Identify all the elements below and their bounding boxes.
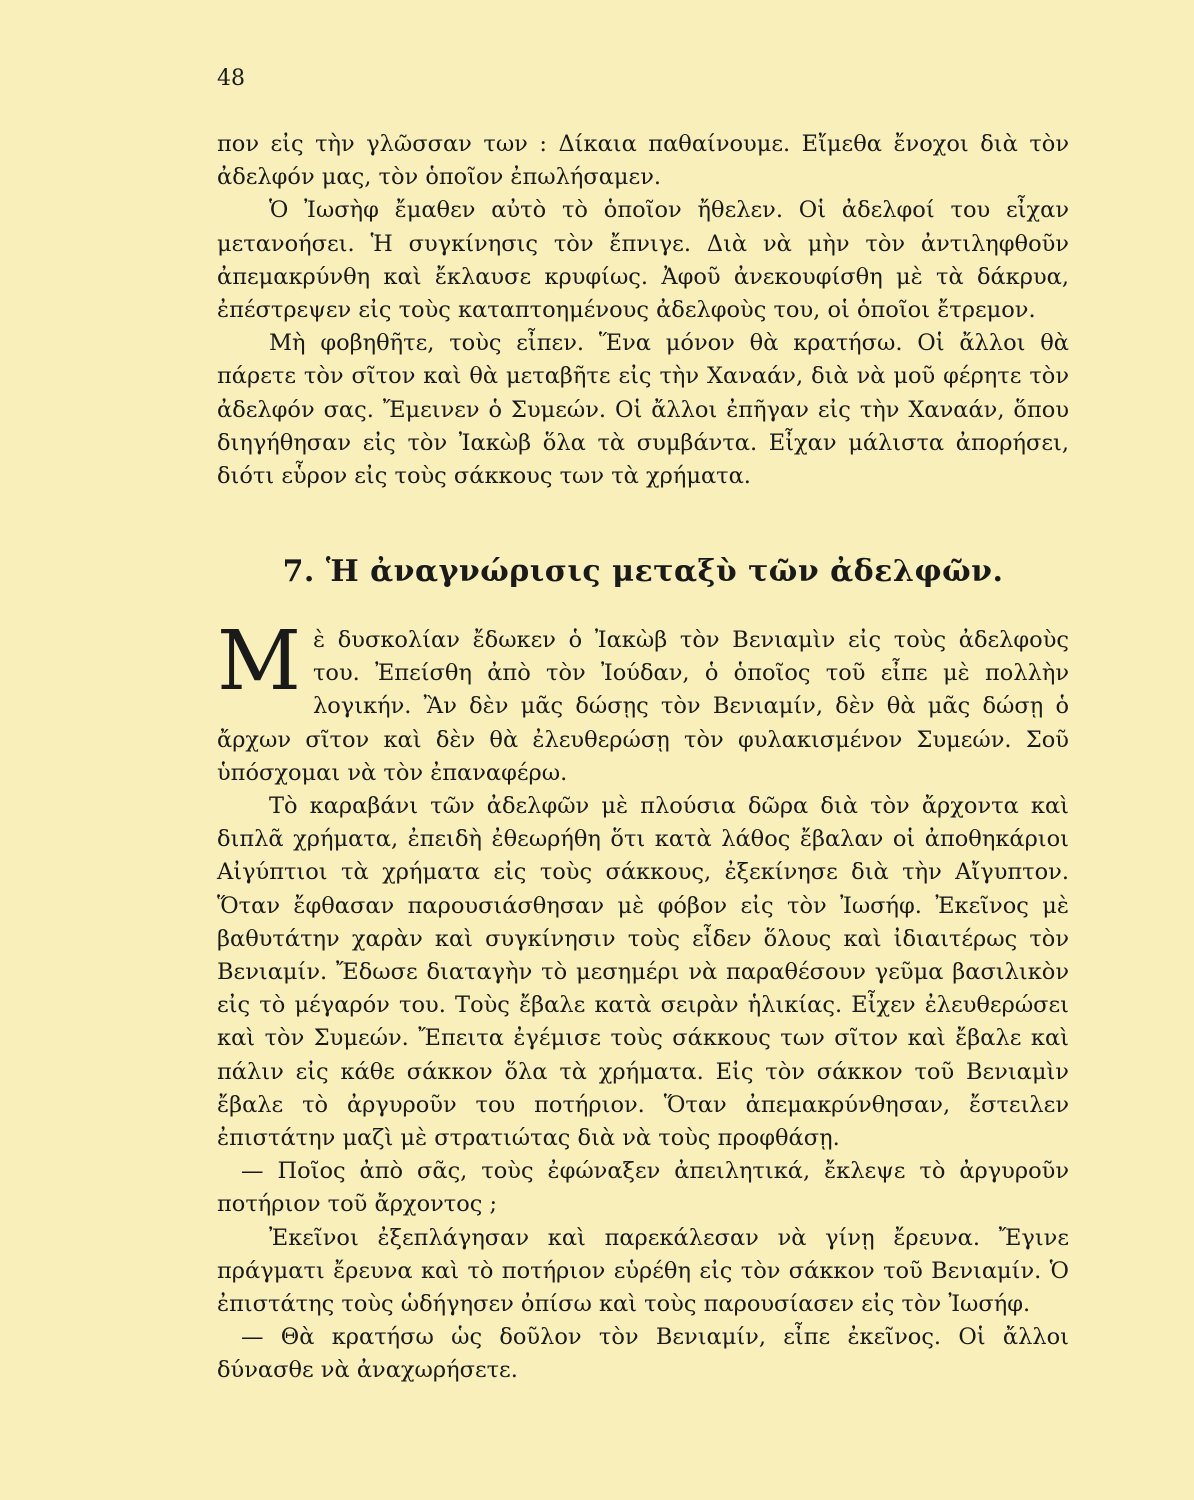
first-paragraph-text: ὲ δυσκολίαν ἔδωκεν ὁ Ἰακὼβ τὸν Βενιαμὶν εἰς τοὺς ἀδελφοὺς του. Ἐπείσθη ἀπὸ τὸν Ἰούδαν, ὁ ὁποῖος τοῦ εἶπε μὲ πολλὴν λογικήν. Ἂν δὲν μᾶς δώσῃς τὸν Βενιαμίν, δὲν θὰ μᾶς δώσῃ ὁ ἄρχων σῖτον καὶ δὲν θὰ ἐλευθερώσῃ τὸν φυλακισμένον Συμεών. Σοῦ ὑπόσχομαι νὰ τὸν ἐπαναφέρω. [217,627,1069,786]
dialogue-line: — Θὰ κρατήσω ὡς δοῦλον τὸν Βενιαμίν, εἶπε ἐκεῖνος. Οἱ ἄλλοι δύνασθε νὰ ἀναχωρήσετε. [217,1324,1069,1384]
paragraph-first [217,614,1069,790]
paragraph: Μὴ φοβηθῆτε, τοὺς εἶπεν. Ἕνα μόνον θὰ κρατήσω. Οἱ ἄλλοι θὰ πάρετε τὸν σῖτον καὶ θὰ μεταβῆτε εἰς τὴν Χαναάν, διὰ νὰ μοῦ φέρητε τὸν ἀδελφόν σας. Ἔμεινεν ὁ Συμεών. Οἱ ἄλλοι ἐπῆγαν εἰς τὴν Χαναάν, ὅπου διηγήθησαν εἰς τὸν Ἰακὼβ ὅλα τὰ συμβάντα. Εἶχαν μάλιστα ἀπορήσει, διότι εὗρον εἰς τοὺς σάκκους των τὰ χρήματα. [217,330,1069,490]
section-text [217,614,1069,1388]
paragraph: Ὁ Ἰωσὴφ ἔμαθεν αὐτὸ τὸ ὁποῖον ἤθελεν. Οἱ ἀδελφοί του εἶχαν μετανοήσει. Ἡ συγκίνησις τὸν ἔπνιγε. Διὰ νὰ μὴν τὸν ἀντιληφθοῦν ἀπεμακρύνθη καὶ ἔκλαυσε κρυφίως. Ἀφοῦ ἀνεκουφίσθη μὲ τὰ δάκρυα, ἐπέστρεψεν εἰς τοὺς καταπτοημένους ἀδελφοὺς του, οἱ ὁποῖοι ἔτρεμον. [217,197,1069,324]
section-heading: 7. Ἡ ἀναγνώρισις μεταξὺ τῶν ἀδελφῶν. [282,554,1004,589]
previous-section-text [217,128,1069,493]
paragraph: Ἐκεῖνοι ἐξεπλάγησαν καὶ παρεκάλεσαν νὰ γίνῃ ἔρευνα. Ἔγινε πράγματι ἔρευνα καὶ τὸ ποτήριον εὑρέθη εἰς τὸν σάκκον τοῦ Βενιαμίν. Ὁ ἐπιστάτης τοὺς ὡδήγησεν ὀπίσω καὶ τοὺς παρουσίασεν εἰς τὸν Ἰωσήφ. [217,1224,1069,1318]
paragraph: Τὸ καραβάνι τῶν ἀδελφῶν μὲ πλούσια δῶρα διὰ τὸν ἄρχοντα καὶ διπλᾶ χρήματα, ἐπειδὴ ἐθεωρήθη ὅτι κατὰ λάθος ἔβαλαν οἱ ἀποθηκάριοι Αἰγύπτιοι τὰ χρήματα εἰς τοὺς σάκκους, ἐξεκίνησε διὰ τὴν Αἴγυπτον. Ὅταν ἔφθασαν παρουσιάσθησαν μὲ φόβον εἰς τὸν Ἰωσήφ. Ἐκεῖνος μὲ βαθυτάτην χαρὰν καὶ συγκίνησιν τοὺς εἶδεν ὅλους καὶ ἰδιαιτέρως τὸν Βενιαμίν. Ἔδωσε διαταγὴν τὸ μεσημέρι νὰ παραθέσουν γεῦμα βασιλικὸν εἰς τὸ μέγαρόν του. Τοὺς ἔβαλε κατὰ σειρὰν ἡλικίας. Εἶχεν ἐλευθερώσει καὶ τὸν Συμεών. Ἔπειτα ἐγέμισε τοὺς σάκκους των σῖτον καὶ ἔβαλε καὶ πάλιν εἰς κάθε σάκκον ὅλα τὰ χρήματα. Εἰς τὸν σάκκον τοῦ Βενιαμὶν ἔβαλε τὸ ἀργυροῦν του ποτήριον. Ὅταν ἀπεμακρύνθησαν, ἔστειλεν ἐπιστάτην μαζὶ μὲ στρατιώτας διὰ νὰ τοὺς προφθάσῃ. [217,793,1069,1152]
paragraph: πον εἰς τὴν γλῶσσαν των : Δίκαια παθαίνουμε. Εἴμεθα ἔνοχοι διὰ τὸν ἀδελφόν μας, τὸν ὁποῖον ἐπωλήσαμεν. [217,131,1069,191]
page-number: 48 [217,66,245,91]
drop-cap: Μ [217,614,301,709]
dialogue-line: — Ποῖος ἀπὸ σᾶς, τοὺς ἐφώναξεν ἀπειλητικά, ἔκλεψε τὸ ἀργυροῦν ποτήριον τοῦ ἄρχοντος ; [217,1158,1069,1218]
